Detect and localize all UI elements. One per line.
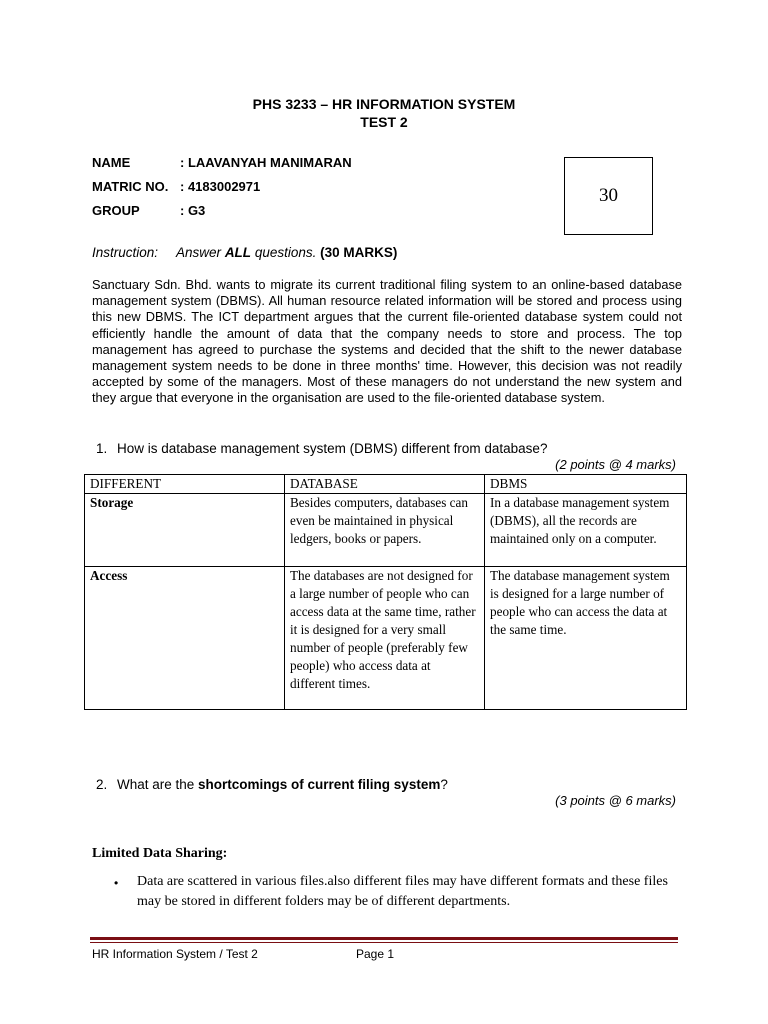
question-2-text-post: ? (440, 777, 448, 792)
footer-rule-thin (90, 942, 678, 943)
instruction-text-pre: Answer (176, 245, 225, 260)
footer-title: HR Information System / Test 2 (92, 947, 258, 961)
footer-rule-thick (90, 937, 678, 940)
question-2-number: 2. (96, 777, 108, 792)
instruction-marks: (30 MARKS) (320, 245, 398, 260)
cell-database-access: The databases are not designed for a large number of people who can access data at the same time, rather it is designed for a very small number of people (preferably few people) who access data at different times. (285, 567, 485, 710)
instruction-text-mid: questions. (251, 245, 321, 260)
table-header-different: DIFFERENT (85, 475, 285, 494)
group-value: : G3 (180, 203, 206, 218)
question-2-text-bold: shortcomings of current filing system (198, 777, 441, 792)
question-1-number: 1. (96, 441, 108, 456)
course-title: PHS 3233 – HR INFORMATION SYSTEM (252, 96, 516, 112)
matric-value: : 4183002971 (180, 179, 261, 194)
answer-bullet-text: Data are scattered in various files.also different files may have different formats and these files may be stored in different folders may be of different departments. (137, 874, 668, 909)
question-2-text (117, 776, 448, 794)
question-2-marks: (3 points @ 6 marks) (555, 793, 676, 808)
name-value: : LAAVANYAH MANIMARAN (180, 155, 352, 170)
cell-database-storage: Besides computers, databases can even be maintained in physical ledgers, books or papers. (285, 494, 485, 567)
table-header-row (85, 475, 687, 494)
table-header-dbms: DBMS (485, 475, 687, 494)
score-box (564, 157, 653, 235)
cell-dbms-storage: In a database management system (DBMS), all the records are maintained only on a computer. (485, 494, 687, 567)
question-1-text: How is database management system (DBMS) different from database? (117, 441, 548, 456)
table-row (85, 567, 687, 710)
instruction-line (92, 244, 397, 262)
score-value: 30 (599, 185, 618, 206)
group-label: GROUP (92, 203, 140, 218)
name-label: NAME (92, 155, 131, 170)
answer-heading: Limited Data Sharing: (92, 846, 228, 861)
bullet-icon: • (114, 876, 119, 890)
comparison-table (84, 474, 687, 710)
row-label-storage: Storage (85, 494, 285, 567)
question-1-marks: (2 points @ 4 marks) (555, 457, 676, 472)
instruction-label: Instruction: (92, 245, 159, 260)
matric-label: MATRIC NO. (92, 179, 169, 194)
row-label-access: Access (85, 567, 285, 710)
test-title: TEST 2 (360, 114, 408, 130)
footer-page-number: Page 1 (356, 947, 395, 961)
cell-dbms-access: The database management system is designed for a large number of people who can access the data at the same time. (485, 567, 687, 710)
table-row (85, 494, 687, 567)
question-2-text-pre: What are the (117, 777, 199, 792)
table-header-database: DATABASE (285, 475, 485, 494)
instruction-text-bold: ALL (224, 245, 252, 260)
case-paragraph: Sanctuary Sdn. Bhd. wants to migrate its current traditional filing system to an online-based database management system (DBMS). All human resource related information will be stored and process using this new DBMS. The ICT department argues that the current file-oriented database system could not efficiently handle the amount of data that the company needs to store and process. The top management has agreed to purchase the systems and decided that the shift to the newer database management system needs to be done in three months' time. However, this decision was not readily accepted by some of the managers. Most of these managers do not understand the new system and they argue that everyone in the organisation are used to the file-oriented database system. (92, 277, 682, 406)
